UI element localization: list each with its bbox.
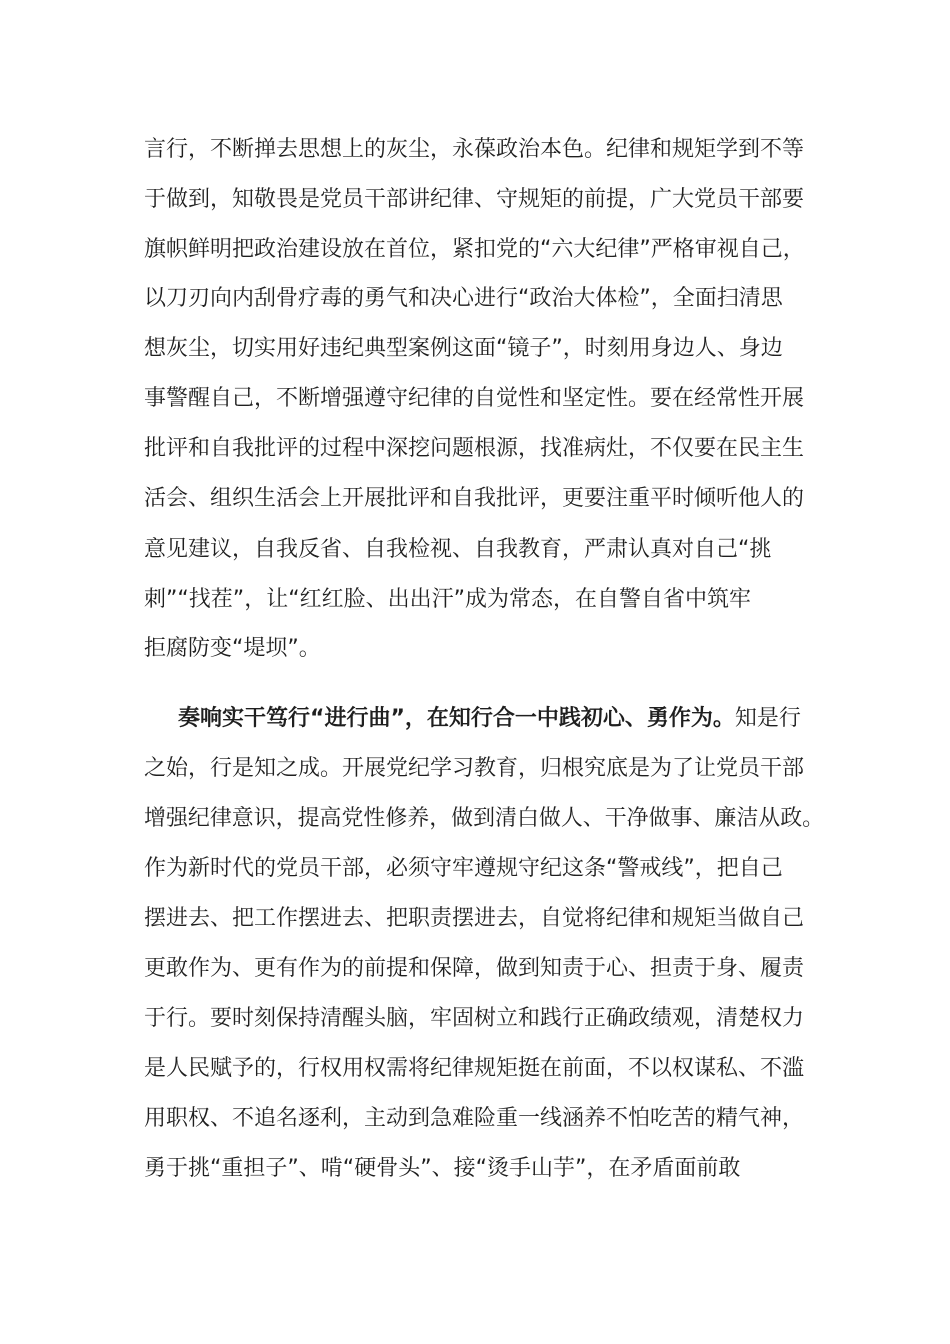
text-line: 作为新时代的党员干部，必须守牢遵规守纪这条“警戒线”，把自己	[144, 856, 783, 881]
text-line: 事警醒自己，不断增强遵守纪律的自觉性和坚定性。要在经常性开展	[144, 386, 805, 411]
text-line: 之始，行是知之成。开展党纪学习教育，归根究底是为了让党员干部	[144, 756, 805, 781]
text-line: 勇于挑“重担子”、啃“硬骨头”、接“烫手山芋”，在矛盾面前敢	[144, 1156, 741, 1181]
text-line: 于行。要时刻保持清醒头脑，牢固树立和践行正确政绩观，清楚权力	[144, 1006, 805, 1031]
text-line: 批评和自我批评的过程中深挖问题根源，找准病灶，不仅要在民主生	[144, 436, 805, 461]
text-line: 用职权、不追名逐利，主动到急难险重一线涵养不怕吃苦的精气神，	[144, 1106, 805, 1131]
text-line: 以刀刃向内刮骨疗毒的勇气和决心进行“政治大体检”，全面扫清思	[144, 286, 783, 311]
paragraph-text-start: 知是行	[734, 706, 801, 731]
text-line: 增强纪律意识，提高党性修养，做到清白做人、干净做事、廉洁从政。	[144, 806, 825, 831]
text-line: 意见建议，自我反省、自我检视、自我教育，严肃认真对自己“挑	[144, 537, 772, 562]
text-line: 拒腐防变“堤坝”。	[144, 636, 321, 661]
text-line: 更敢作为、更有作为的前提和保障，做到知责于心、担责于身、履责	[144, 956, 805, 981]
text-line: 摆进去、把工作摆进去、把职责摆进去，自觉将纪律和规矩当做自己	[144, 906, 805, 931]
text-line: 于做到，知敬畏是党员干部讲纪律、守规矩的前提，广大党员干部要	[144, 187, 805, 212]
paragraph-heading: 奏响实干笃行“进行曲”，在知行合一中践初心、勇作为。	[178, 706, 735, 731]
text-line: 言行，不断掸去思想上的灰尘，永葆政治本色。纪律和规矩学到不等	[144, 137, 805, 162]
text-line: 是人民赋予的，行权用权需将纪律规矩挺在前面，不以权谋私、不滥	[144, 1056, 805, 1081]
paragraph-2-first-line	[178, 704, 858, 734]
text-line: 刺”“找茬”，让“红红脸、出出汗”成为常态，在自警自省中筑牢	[144, 587, 751, 612]
text-line: 活会、组织生活会上开展批评和自我批评，更要注重平时倾听他人的	[144, 486, 805, 511]
text-line: 想灰尘，切实用好违纪典型案例这面“镜子”，时刻用身边人、身边	[144, 336, 783, 361]
text-line: 旗帜鲜明把政治建设放在首位，紧扣党的“六大纪律”严格审视自己，	[144, 237, 805, 262]
